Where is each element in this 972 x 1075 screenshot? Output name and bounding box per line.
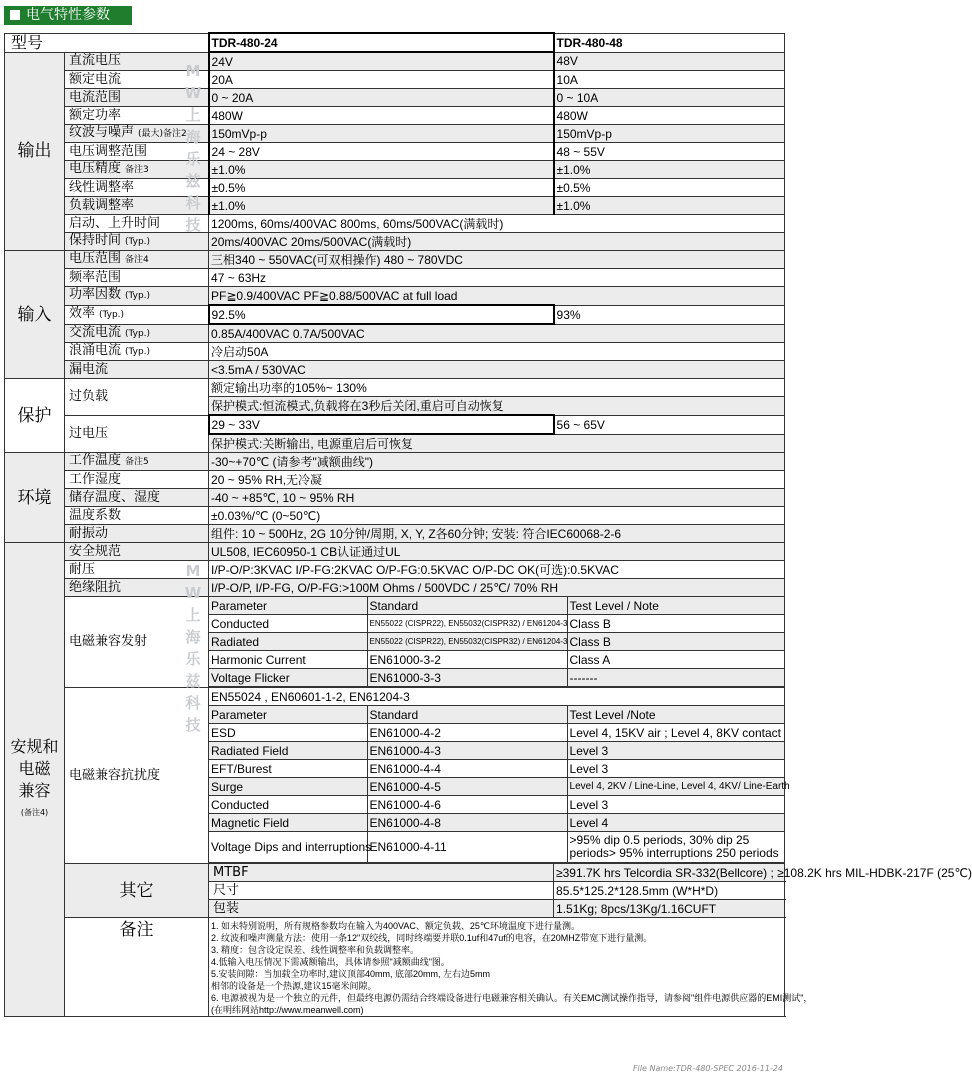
param-cell: [65, 305, 209, 324]
param-label: 额定电流: [69, 71, 122, 87]
param-cell: MTBF: [209, 864, 554, 882]
value-a: 20A: [209, 71, 554, 89]
param-note: 备注5: [125, 457, 149, 467]
param-cell: [65, 471, 209, 489]
table-row: [5, 215, 785, 233]
param-label: 频率范围: [69, 269, 122, 285]
param-label: 工作湿度: [69, 471, 122, 487]
ems-standards: EN55024 , EN60601-1-2, EN61204-3: [209, 688, 785, 706]
table-row: [5, 579, 785, 597]
table-row: [5, 161, 785, 179]
emi-cell: [209, 597, 785, 688]
square-icon: [10, 10, 20, 20]
param-cell: [65, 324, 209, 343]
note-line: (在明纬网站http://www.meanwell.com): [211, 1005, 364, 1015]
value-b: 10A: [554, 71, 785, 89]
param-label: 负载调整率: [69, 197, 135, 213]
nested-row: [209, 688, 785, 706]
table-row: [5, 379, 785, 397]
table-row: [5, 107, 785, 125]
value-span: UL508, IEC60950-1 CB认证通过UL: [209, 543, 785, 561]
value-span: ±0.03%/℃ (0~50℃): [209, 507, 785, 525]
value-a: ±1.0%: [209, 161, 554, 179]
watermark-top: MW 上海乐兹科技: [184, 62, 202, 234]
nested-header: Standard: [367, 706, 567, 724]
table-row: [5, 415, 785, 434]
value-span: -40 ~ +85℃, 10 ~ 95% RH: [209, 489, 785, 507]
table-row: [5, 864, 785, 882]
param-note: (Typ.): [125, 237, 151, 247]
ems-cell: [209, 688, 790, 864]
spec-table: [4, 32, 972, 1017]
note-line: 相邻的设备是一个热源,建议15毫米间隙。: [211, 981, 377, 991]
table-row: [5, 71, 785, 89]
param-cell: [65, 251, 209, 269]
value-span: ≥391.7K hrs Telcordia SR-332(Bellcore) ; ≥108.2K hrs MIL-HDBK-217F (25℃): [554, 864, 785, 882]
param-note: 备注4: [125, 255, 149, 265]
param-label: 直流电压: [69, 53, 122, 69]
nested-cell: EN61000-4-5: [367, 778, 567, 796]
param-label: 电压范围: [69, 251, 122, 266]
param-label: 漏电流: [69, 361, 109, 377]
nested-header: Parameter: [209, 597, 367, 615]
nested-row: [209, 832, 785, 863]
value-span: 额定输出功率的105%~ 130%: [209, 379, 785, 397]
param-label: 储存温度、湿度: [69, 489, 161, 505]
nested-cell: Class A: [567, 651, 785, 669]
nested-row: [209, 778, 785, 796]
nested-cell: [567, 832, 785, 863]
model-a: TDR-480-24: [209, 33, 554, 52]
value-span: I/P-O/P, I/P-FG, O/P-FG:>100M Ohms / 500VDC / 25℃/ 70% RH: [209, 579, 785, 597]
table-row: [5, 324, 785, 343]
value-b: 48V: [554, 52, 785, 71]
nested-row: [209, 760, 785, 778]
model-label: 型号: [5, 33, 209, 52]
value-b: 56 ~ 65V: [554, 415, 785, 434]
nested-row: [209, 814, 785, 832]
param-cell: [65, 287, 209, 306]
param-label: 交流电流: [69, 324, 122, 340]
table-row: [5, 269, 785, 287]
value-span: 保护模式:恒流模式,负载将在3秒后关闭,重启可自动恢复: [209, 397, 785, 416]
param-cell: 电磁兼容发射: [65, 597, 209, 688]
param-cell: 安全规范: [65, 543, 209, 561]
nested-row: [209, 633, 785, 651]
nested-row: [209, 742, 785, 760]
table-row: [5, 543, 785, 561]
param-cell: 过电压: [65, 415, 209, 453]
table-row: [5, 489, 785, 507]
nested-cell: Voltage Dips and interruptions: [209, 832, 367, 863]
nested-cell: EFT/Burest: [209, 760, 367, 778]
value-b: 0 ~ 10A: [554, 89, 785, 107]
param-cell: [65, 361, 209, 379]
param-note: (最大)备注2: [138, 129, 187, 139]
table-row: [5, 251, 785, 269]
value-span: 20 ~ 95% RH,无冷凝: [209, 471, 785, 489]
table-row: [5, 525, 785, 543]
table-row: [5, 305, 785, 324]
param-label: 温度系数: [69, 507, 122, 523]
nested-cell: EN61000-3-3: [367, 669, 567, 687]
param-note: (Typ.): [125, 291, 151, 302]
table-row: [5, 197, 785, 215]
nested-cell: Level 4, 2KV / Line-Line, Level 4, 4KV/ Line-Earth: [567, 778, 785, 796]
nested-cell: -------: [567, 669, 785, 687]
nested-cell: Radiated: [209, 633, 367, 651]
param-label: 线性调整率: [69, 179, 135, 195]
category-notes: 备注: [65, 918, 209, 1017]
model-b: TDR-480-48: [554, 33, 785, 52]
param-note: 备注3: [125, 165, 149, 175]
param-note: (Typ.): [125, 328, 151, 339]
nested-cell: Conducted: [209, 615, 367, 633]
param-label: 耐振动: [69, 525, 109, 541]
section-title: 电气特性参数: [26, 7, 110, 23]
table-row: [5, 233, 785, 251]
value-b: ±1.0%: [554, 197, 785, 215]
param-cell: [65, 489, 209, 507]
value-b: 150mVp-p: [554, 125, 785, 143]
param-label: 电压精度: [69, 161, 122, 176]
param-cell: 尺寸: [209, 882, 554, 900]
value-span: 1200ms, 60ms/400VAC 800ms, 60ms/500VAC(满载时): [209, 215, 785, 233]
param-cell: 绝缘阻抗: [65, 579, 209, 597]
text: periods> 95% interruptions 250 periods: [569, 846, 779, 860]
nested-table: [209, 597, 785, 687]
category-text: 兼容: [18, 780, 51, 800]
param-cell: 耐压: [65, 561, 209, 579]
value-span: 组件: 10 ~ 500Hz, 2G 10分钟/周期, X, Y, Z各60分钟; 安装: 符合IEC60068-2-6: [209, 525, 785, 543]
param-label: 电流范围: [69, 89, 122, 105]
nested-row: [209, 651, 785, 669]
param-note: (Typ.): [125, 347, 151, 357]
table-row: [5, 52, 785, 71]
param-note: (Typ.): [99, 310, 125, 320]
note-line: 2. 纹波和噪声测量方法：使用一条12"双绞线，同时终端要并联0.1uf和47uf的电容，在20MHZ带宽下进行量测。: [211, 933, 653, 943]
value-span: <3.5mA / 530VAC: [209, 361, 785, 379]
nested-cell: Voltage Flicker: [209, 669, 367, 687]
param-cell: 过负载: [65, 379, 209, 416]
param-cell: [65, 525, 209, 543]
nested-cell: EN61000-4-8: [367, 814, 567, 832]
watermark-bottom: MW 上海乐兹科技: [184, 562, 202, 734]
category-safety-emc: [5, 543, 65, 1017]
category-other: 其它: [65, 864, 209, 918]
category-input: 输入: [5, 251, 65, 379]
value-span: 85.5*125.2*128.5mm (W*H*D): [554, 882, 785, 900]
table-row: [5, 343, 785, 361]
nested-cell: Surge: [209, 778, 367, 796]
table-row: [5, 597, 785, 688]
value-b: ±1.0%: [554, 161, 785, 179]
file-name-footer: File Name:TDR-480-SPEC 2016-11-24: [632, 1064, 783, 1073]
nested-cell: Magnetic Field: [209, 814, 367, 832]
value-span: 47 ~ 63Hz: [209, 269, 785, 287]
param-label: 效率: [69, 306, 96, 321]
nested-cell: ESD: [209, 724, 367, 742]
value-a: 29 ~ 33V: [209, 415, 554, 434]
table-row: [5, 287, 785, 306]
nested-cell: Radiated Field: [209, 742, 367, 760]
nested-header: Test Level /Note: [567, 706, 785, 724]
value-a: ±1.0%: [209, 197, 554, 215]
value-b: 48 ~ 55V: [554, 143, 785, 161]
value-span: 20ms/400VAC 20ms/500VAC(满载时): [209, 233, 785, 251]
value-span: PF≧0.9/400VAC PF≧0.88/500VAC at full load: [209, 287, 785, 306]
value-b: 480W: [554, 107, 785, 125]
nested-cell: Class B: [567, 633, 785, 651]
value-b: ±0.5%: [554, 179, 785, 197]
nested-cell: Conducted: [209, 796, 367, 814]
note-line: 4.低输入电压情况下需减额输出，具体请参照"减额曲线"图。: [211, 957, 450, 967]
table-row: [5, 507, 785, 525]
nested-row: [209, 615, 785, 633]
param-label: 纹波与噪声: [69, 125, 135, 140]
section-header: [4, 6, 132, 25]
param-cell: [65, 269, 209, 287]
nested-cell: Level 4, 15KV air ; Level 4, 8KV contact: [567, 724, 785, 742]
nested-row: [209, 597, 785, 615]
table-row: [5, 361, 785, 379]
note-line: 3. 精度：包含设定误差、线性调整率和负载调整率。: [211, 945, 420, 955]
param-cell: 包装: [209, 900, 554, 918]
param-label: 启动、上升时间: [69, 215, 161, 231]
param-label: 额定功率: [69, 107, 122, 123]
nested-row: [209, 796, 785, 814]
nested-header: Standard: [367, 597, 567, 615]
table-row: [5, 179, 785, 197]
category-note: (备注4): [20, 807, 49, 817]
value-a: 24 ~ 28V: [209, 143, 554, 161]
value-b: 93%: [554, 305, 785, 324]
nested-row: [209, 669, 785, 687]
nested-cell: Level 3: [567, 760, 785, 778]
value-span: 冷启动50A: [209, 343, 785, 361]
param-label: 功率因数: [69, 287, 122, 303]
table-row: [5, 453, 785, 471]
table-row: [5, 143, 785, 161]
value-span: 0.85A/400VAC 0.7A/500VAC: [209, 324, 785, 343]
param-cell: 电磁兼容抗扰度: [65, 688, 209, 864]
category-text: 电磁: [18, 758, 51, 778]
param-label: 浪涌电流: [69, 343, 122, 358]
value-span: I/P-O/P:3KVAC I/P-FG:2KVAC O/P-FG:0.5KVAC O/P-DC OK(可选):0.5KVAC: [209, 561, 785, 579]
nested-cell: Harmonic Current: [209, 651, 367, 669]
category-environment: 环境: [5, 453, 65, 543]
nested-cell: EN61000-3-2: [367, 651, 567, 669]
param-cell: [65, 453, 209, 471]
value-span: 三相340 ~ 550VAC(可双相操作) 480 ~ 780VDC: [209, 251, 785, 269]
nested-row: [209, 706, 785, 724]
nested-cell: Class B: [567, 615, 785, 633]
table-row: [5, 33, 785, 52]
nested-cell: EN55022 (CISPR22), EN55032(CISPR32) / EN61204-3: [367, 615, 567, 633]
notes-cell: [209, 918, 813, 1017]
value-a: 0 ~ 20A: [209, 89, 554, 107]
note-line: 6. 电源被视为是一个独立的元件，但最终电源仍需结合终端设备进行电磁兼容相关确认。有关EMC测试操作指导，请参阅"组件电源供应器的EMI测试"，: [211, 993, 813, 1003]
value-a: 92.5%: [209, 305, 554, 324]
param-label: 工作温度: [69, 453, 122, 468]
param-label: 保持时间: [69, 233, 122, 248]
value-a: 150mVp-p: [209, 125, 554, 143]
note-line: 5.安装间隙：当加载全功率时,建议顶部40mm, 底部20mm, 左右边5mm: [211, 969, 491, 979]
nested-cell: Level 4: [567, 814, 785, 832]
value-a: ±0.5%: [209, 179, 554, 197]
value-a: 480W: [209, 107, 554, 125]
table-row: [5, 561, 785, 579]
nested-cell: Level 3: [567, 742, 785, 760]
nested-cell: EN61000-4-11: [367, 832, 567, 863]
text: >95% dip 0.5 periods, 30% dip 25: [569, 833, 750, 847]
nested-table: [209, 688, 790, 863]
category-protection: 保护: [5, 379, 65, 453]
category-text: 安规和: [10, 736, 59, 756]
nested-cell: EN61000-4-4: [367, 760, 567, 778]
value-a: 24V: [209, 52, 554, 71]
nested-row: [209, 724, 785, 742]
nested-cell: EN61000-4-3: [367, 742, 567, 760]
param-cell: [65, 343, 209, 361]
nested-header: Test Level / Note: [567, 597, 785, 615]
nested-cell: EN61000-4-6: [367, 796, 567, 814]
table-row: [5, 918, 785, 1017]
table-row: [5, 125, 785, 143]
nested-cell: EN61000-4-2: [367, 724, 567, 742]
value-span: -30~+70℃ (请参考"减额曲线"): [209, 453, 785, 471]
table-row: [5, 471, 785, 489]
nested-header: Parameter: [209, 706, 367, 724]
value-span: 保护模式:关断输出, 电源重启后可恢复: [209, 434, 785, 453]
nested-cell: EN55022 (CISPR22), EN55032(CISPR32) / EN61204-3: [367, 633, 567, 651]
param-cell: [65, 507, 209, 525]
table-row: [5, 89, 785, 107]
category-output: 输出: [5, 52, 65, 251]
param-label: 电压调整范围: [69, 143, 148, 159]
value-span: 1.51Kg; 8pcs/13Kg/1.16CUFT: [554, 900, 785, 918]
note-line: 1. 如未特别说明，所有规格参数均在输入为400VAC、额定负载、25℃环境温度下进行量测。: [211, 921, 580, 931]
table-row: [5, 688, 785, 864]
nested-cell: Level 3: [567, 796, 785, 814]
